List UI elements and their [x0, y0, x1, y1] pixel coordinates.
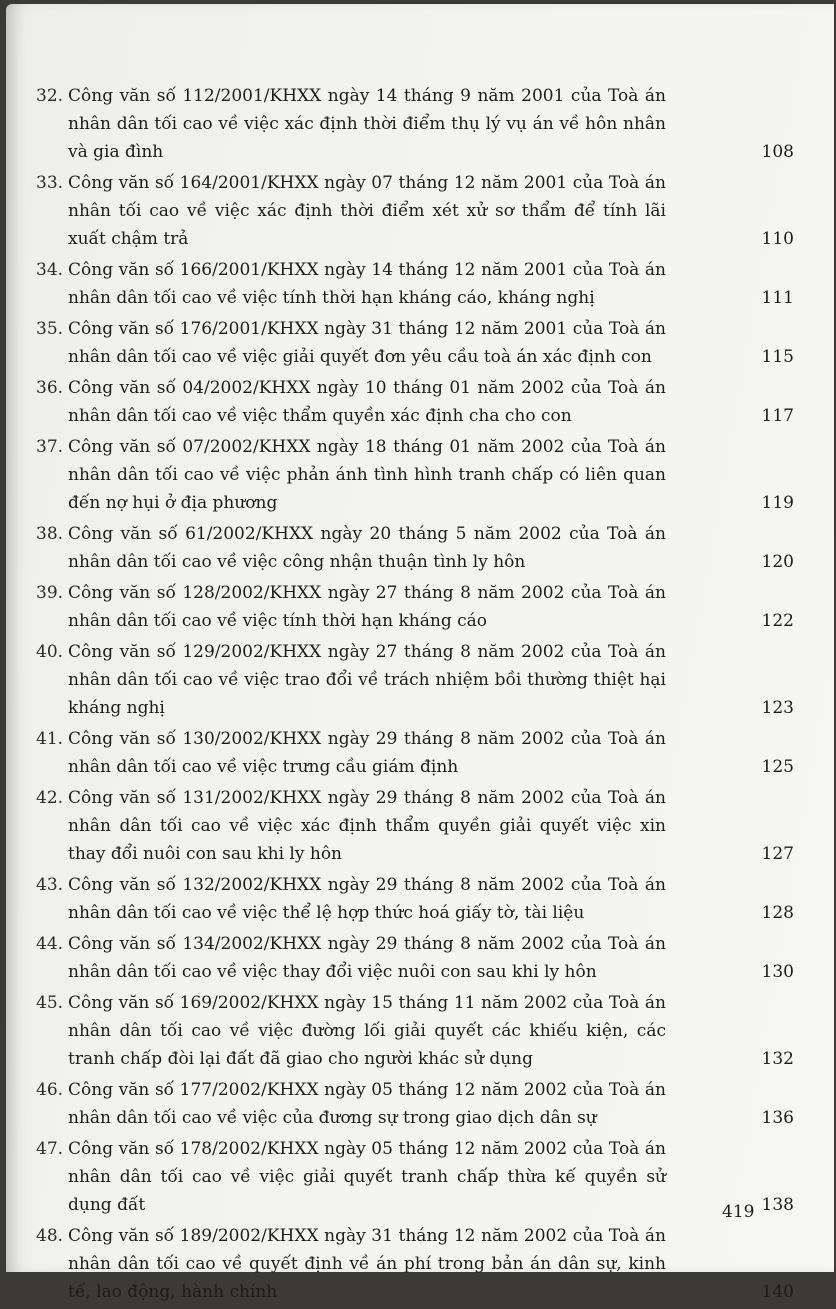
entry-number: 45. [36, 993, 64, 1013]
toc-entry-41 [36, 725, 796, 781]
entry-title: Công văn số 176/2001/KHXX ngày 31 tháng 12 năm 2001 của Toà án nhân dân tối cao về việc giải quyết đơn yêu cầu toà án xác định con [68, 319, 666, 367]
toc-entry-46 [36, 1076, 796, 1132]
toc-entry-43 [36, 871, 796, 927]
entry-page-number: 108 [761, 142, 794, 162]
toc-entry-33 [36, 169, 796, 253]
entry-number: 46. [36, 1080, 64, 1100]
entry-number: 47. [36, 1139, 64, 1159]
entry-number: 32. [36, 86, 64, 106]
entry-title: Công văn số 61/2002/KHXX ngày 20 tháng 5 năm 2002 của Toà án nhân dân tối cao về việc công nhận thuận tình ly hôn [68, 524, 666, 572]
entry-number: 48. [36, 1226, 64, 1246]
toc-entry-36 [36, 374, 796, 430]
entry-title: Công văn số 169/2002/KHXX ngày 15 tháng 11 năm 2002 của Toà án nhân dân tối cao về việc đường lối giải quyết các khiếu kiện, các tranh chấp đòi lại đất đã giao cho người khác sử dụng [68, 993, 666, 1069]
entry-page-number: 138 [761, 1195, 794, 1215]
entry-title: Công văn số 129/2002/KHXX ngày 27 tháng 8 năm 2002 của Toà án nhân dân tối cao về việc trao đổi về trách nhiệm bồi thường thiệt hại kháng nghị [68, 642, 666, 718]
entry-page-number: 125 [761, 757, 794, 777]
entry-page-number: 122 [761, 611, 794, 631]
entry-page-number: 128 [761, 903, 794, 923]
entry-title: Công văn số 177/2002/KHXX ngày 05 tháng 12 năm 2002 của Toà án nhân dân tối cao về việc của đương sự trong giao dịch dân sự [68, 1080, 666, 1128]
entry-number: 37. [36, 437, 64, 457]
entry-number: 39. [36, 583, 64, 603]
toc-entry-37 [36, 433, 796, 517]
page-folio-number: 419 [722, 1202, 755, 1222]
toc-entry-35 [36, 315, 796, 371]
entry-title: Công văn số 130/2002/KHXX ngày 29 tháng 8 năm 2002 của Toà án nhân dân tối cao về việc trưng cầu giám định [68, 729, 666, 777]
book-page [6, 4, 834, 1302]
entry-title: Công văn số 178/2002/KHXX ngày 05 tháng 12 năm 2002 của Toà án nhân dân tối cao về việc giải quyết tranh chấp thừa kế quyền sử dụng đất [68, 1139, 666, 1215]
entry-number: 40. [36, 642, 64, 662]
entry-page-number: 140 [761, 1282, 794, 1302]
entry-title: Công văn số 134/2002/KHXX ngày 29 tháng 8 năm 2002 của Toà án nhân dân tối cao về việc thay đổi việc nuôi con sau khi ly hôn [68, 934, 666, 982]
entry-number: 43. [36, 875, 64, 895]
entry-number: 41. [36, 729, 64, 749]
toc-entry-48 [36, 1222, 796, 1306]
toc-entry-42 [36, 784, 796, 868]
entry-number: 42. [36, 788, 64, 808]
entry-page-number: 127 [761, 844, 794, 864]
entry-page-number: 111 [761, 288, 794, 308]
entry-title: Công văn số 07/2002/KHXX ngày 18 tháng 01 năm 2002 của Toà án nhân dân tối cao về việc phản ánh tình hình tranh chấp có liên quan đến nợ hụi ở địa phương [68, 437, 666, 513]
table-of-contents [6, 82, 836, 1309]
entry-title: Công văn số 166/2001/KHXX ngày 14 tháng 12 năm 2001 của Toà án nhân dân tối cao về việc tính thời hạn kháng cáo, kháng nghị [68, 260, 666, 308]
entry-page-number: 117 [761, 406, 794, 426]
entry-title: Công văn số 112/2001/KHXX ngày 14 tháng 9 năm 2001 của Toà án nhân dân tối cao về việc xác định thời điểm thụ lý vụ án về hôn nhân và gia đình [68, 86, 666, 162]
toc-entry-44 [36, 930, 796, 986]
entry-page-number: 123 [761, 698, 794, 718]
entry-page-number: 120 [761, 552, 794, 572]
entry-page-number: 130 [761, 962, 794, 982]
entry-number: 36. [36, 378, 64, 398]
entry-title: Công văn số 131/2002/KHXX ngày 29 tháng 8 năm 2002 của Toà án nhân dân tối cao về việc xác định thẩm quyền giải quyết việc xin thay đổi nuôi con sau khi ly hôn [68, 788, 666, 864]
entry-number: 34. [36, 260, 64, 280]
entry-number: 33. [36, 173, 64, 193]
entry-title: Công văn số 04/2002/KHXX ngày 10 tháng 01 năm 2002 của Toà án nhân dân tối cao về việc thẩm quyền xác định cha cho con [68, 378, 666, 426]
entry-title: Công văn số 164/2001/KHXX ngày 07 tháng 12 năm 2001 của Toà án nhân tối cao về việc xác định thời điểm xét xử sơ thẩm để tính lãi xuất chậm trả [68, 173, 666, 249]
entry-page-number: 132 [761, 1049, 794, 1069]
toc-entry-40 [36, 638, 796, 722]
entry-page-number: 115 [761, 347, 794, 367]
toc-entry-32 [36, 82, 796, 166]
entry-page-number: 110 [761, 229, 794, 249]
toc-entry-47 [36, 1135, 796, 1219]
entry-title: Công văn số 128/2002/KHXX ngày 27 tháng 8 năm 2002 của Toà án nhân dân tối cao về việc tính thời hạn kháng cáo [68, 583, 666, 631]
toc-entry-39 [36, 579, 796, 635]
toc-entry-34 [36, 256, 796, 312]
entry-page-number: 119 [761, 493, 794, 513]
entry-title: Công văn số 132/2002/KHXX ngày 29 tháng 8 năm 2002 của Toà án nhân dân tối cao về việc thể lệ hợp thức hoá giấy tờ, tài liệu [68, 875, 666, 923]
entry-page-number: 136 [761, 1108, 794, 1128]
entry-title: Công văn số 189/2002/KHXX ngày 31 tháng 12 năm 2002 của Toà án nhân dân tối cao về quyết định về án phí trong bản án dân sự, kinh tế, lao động, hành chính [68, 1226, 666, 1302]
entry-number: 35. [36, 319, 64, 339]
toc-entry-45 [36, 989, 796, 1073]
entry-number: 44. [36, 934, 64, 954]
toc-entry-38 [36, 520, 796, 576]
entry-number: 38. [36, 524, 64, 544]
